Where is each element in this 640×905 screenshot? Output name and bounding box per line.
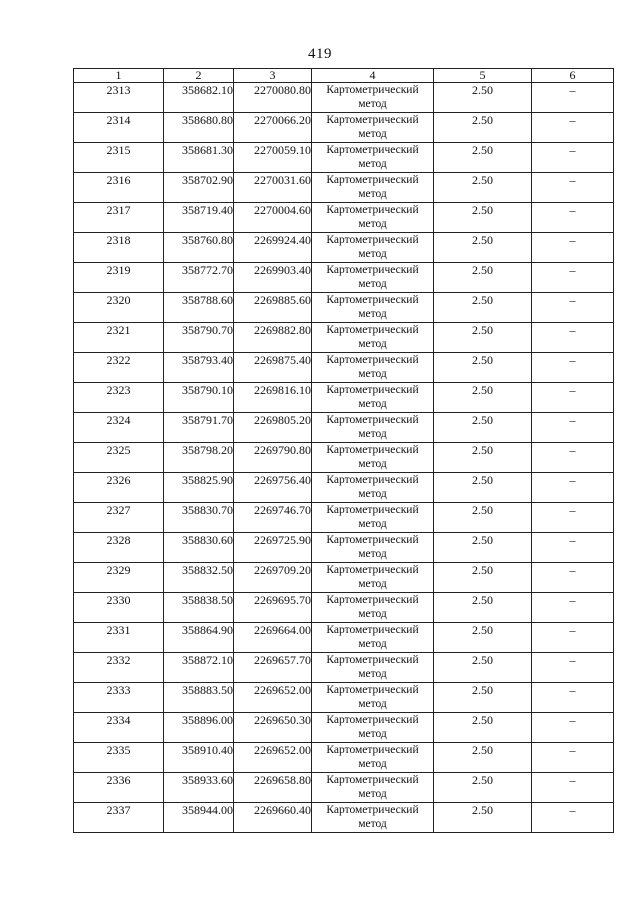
method-line-1: Картометрический bbox=[326, 204, 419, 216]
method-cell bbox=[312, 563, 434, 593]
coordinate-x: 358872.10 bbox=[164, 653, 234, 683]
method-line-2: метод bbox=[358, 128, 387, 140]
method-line-2: метод bbox=[358, 518, 387, 530]
method-line-1: Картометрический bbox=[326, 744, 419, 756]
coordinate-y: 2269650.30 bbox=[234, 713, 312, 743]
coordinate-x: 358680.80 bbox=[164, 113, 234, 143]
method-line-2: метод bbox=[358, 668, 387, 680]
method-line-2: метод bbox=[358, 458, 387, 470]
column-header: 3 bbox=[234, 69, 312, 83]
accuracy-value: 2.50 bbox=[434, 773, 532, 803]
point-number: 2319 bbox=[74, 263, 164, 293]
method-line-2: метод bbox=[358, 608, 387, 620]
note-dash: – bbox=[532, 233, 614, 263]
coordinate-x: 358790.70 bbox=[164, 323, 234, 353]
point-number: 2325 bbox=[74, 443, 164, 473]
point-number: 2335 bbox=[74, 743, 164, 773]
table-row bbox=[74, 263, 614, 293]
table-body bbox=[74, 83, 614, 833]
column-header: 2 bbox=[164, 69, 234, 83]
note-dash: – bbox=[532, 143, 614, 173]
coordinate-y: 2269882.80 bbox=[234, 323, 312, 353]
coordinate-x: 358910.40 bbox=[164, 743, 234, 773]
note-dash: – bbox=[532, 203, 614, 233]
note-dash: – bbox=[532, 413, 614, 443]
coordinate-y: 2269756.40 bbox=[234, 473, 312, 503]
point-number: 2332 bbox=[74, 653, 164, 683]
method-line-2: метод bbox=[358, 488, 387, 500]
point-number: 2329 bbox=[74, 563, 164, 593]
method-line-2: метод bbox=[358, 728, 387, 740]
coordinate-x: 358791.70 bbox=[164, 413, 234, 443]
note-dash: – bbox=[532, 743, 614, 773]
accuracy-value: 2.50 bbox=[434, 443, 532, 473]
method-cell bbox=[312, 113, 434, 143]
point-number: 2328 bbox=[74, 533, 164, 563]
table-row bbox=[74, 803, 614, 833]
accuracy-value: 2.50 bbox=[434, 473, 532, 503]
method-line-1: Картометрический bbox=[326, 234, 419, 246]
method-cell bbox=[312, 503, 434, 533]
method-line-2: метод bbox=[358, 98, 387, 110]
method-cell bbox=[312, 803, 434, 833]
point-number: 2318 bbox=[74, 233, 164, 263]
method-cell bbox=[312, 293, 434, 323]
method-cell bbox=[312, 263, 434, 293]
method-line-1: Картометрический bbox=[326, 174, 419, 186]
table-row bbox=[74, 173, 614, 203]
coordinate-y: 2270080.80 bbox=[234, 83, 312, 113]
accuracy-value: 2.50 bbox=[434, 263, 532, 293]
accuracy-value: 2.50 bbox=[434, 743, 532, 773]
coordinate-y: 2269652.00 bbox=[234, 683, 312, 713]
column-header: 4 bbox=[312, 69, 434, 83]
method-cell bbox=[312, 713, 434, 743]
method-line-2: метод bbox=[358, 338, 387, 350]
coordinate-x: 358933.60 bbox=[164, 773, 234, 803]
coordinates-table bbox=[73, 68, 614, 833]
note-dash: – bbox=[532, 353, 614, 383]
note-dash: – bbox=[532, 383, 614, 413]
method-line-1: Картометрический bbox=[326, 654, 419, 666]
accuracy-value: 2.50 bbox=[434, 503, 532, 533]
coordinate-x: 358825.90 bbox=[164, 473, 234, 503]
coordinate-x: 358830.70 bbox=[164, 503, 234, 533]
method-line-2: метод bbox=[358, 158, 387, 170]
method-line-1: Картометрический bbox=[326, 384, 419, 396]
coordinate-y: 2269664.00 bbox=[234, 623, 312, 653]
coordinate-y: 2269695.70 bbox=[234, 593, 312, 623]
note-dash: – bbox=[532, 683, 614, 713]
note-dash: – bbox=[532, 593, 614, 623]
method-line-2: метод bbox=[358, 278, 387, 290]
method-line-2: метод bbox=[358, 218, 387, 230]
note-dash: – bbox=[532, 83, 614, 113]
method-line-2: метод bbox=[358, 428, 387, 440]
accuracy-value: 2.50 bbox=[434, 113, 532, 143]
method-cell bbox=[312, 473, 434, 503]
method-cell bbox=[312, 443, 434, 473]
method-line-2: метод bbox=[358, 248, 387, 260]
point-number: 2316 bbox=[74, 173, 164, 203]
table-row bbox=[74, 83, 614, 113]
coordinate-y: 2269805.20 bbox=[234, 413, 312, 443]
accuracy-value: 2.50 bbox=[434, 83, 532, 113]
coordinate-y: 2269790.80 bbox=[234, 443, 312, 473]
note-dash: – bbox=[532, 173, 614, 203]
coordinate-x: 358838.50 bbox=[164, 593, 234, 623]
point-number: 2313 bbox=[74, 83, 164, 113]
coordinate-y: 2270059.10 bbox=[234, 143, 312, 173]
point-number: 2320 bbox=[74, 293, 164, 323]
point-number: 2330 bbox=[74, 593, 164, 623]
method-line-1: Картометрический bbox=[326, 474, 419, 486]
column-header: 6 bbox=[532, 69, 614, 83]
table-row bbox=[74, 743, 614, 773]
accuracy-value: 2.50 bbox=[434, 293, 532, 323]
coordinate-y: 2269652.00 bbox=[234, 743, 312, 773]
table-row bbox=[74, 383, 614, 413]
method-line-2: метод bbox=[358, 188, 387, 200]
table-row bbox=[74, 293, 614, 323]
coordinate-y: 2269816.10 bbox=[234, 383, 312, 413]
note-dash: – bbox=[532, 713, 614, 743]
point-number: 2314 bbox=[74, 113, 164, 143]
point-number: 2317 bbox=[74, 203, 164, 233]
table-row bbox=[74, 683, 614, 713]
coordinate-x: 358793.40 bbox=[164, 353, 234, 383]
coordinate-x: 358883.50 bbox=[164, 683, 234, 713]
coordinate-y: 2270004.60 bbox=[234, 203, 312, 233]
point-number: 2333 bbox=[74, 683, 164, 713]
method-line-2: метод bbox=[358, 578, 387, 590]
method-line-1: Картометрический bbox=[326, 264, 419, 276]
method-line-1: Картометрический bbox=[326, 804, 419, 816]
point-number: 2322 bbox=[74, 353, 164, 383]
note-dash: – bbox=[532, 653, 614, 683]
coordinate-y: 2269658.80 bbox=[234, 773, 312, 803]
table-row bbox=[74, 473, 614, 503]
accuracy-value: 2.50 bbox=[434, 173, 532, 203]
table-row bbox=[74, 143, 614, 173]
table-row bbox=[74, 563, 614, 593]
coordinate-x: 358790.10 bbox=[164, 383, 234, 413]
method-cell bbox=[312, 143, 434, 173]
method-line-1: Картометрический bbox=[326, 714, 419, 726]
method-cell bbox=[312, 533, 434, 563]
method-cell bbox=[312, 323, 434, 353]
table-row bbox=[74, 623, 614, 653]
accuracy-value: 2.50 bbox=[434, 563, 532, 593]
note-dash: – bbox=[532, 773, 614, 803]
table-row bbox=[74, 113, 614, 143]
method-line-1: Картометрический bbox=[326, 774, 419, 786]
method-cell bbox=[312, 623, 434, 653]
note-dash: – bbox=[532, 443, 614, 473]
table-row bbox=[74, 443, 614, 473]
coordinate-y: 2269924.40 bbox=[234, 233, 312, 263]
method-line-1: Картометрический bbox=[326, 504, 419, 516]
coordinate-x: 358788.60 bbox=[164, 293, 234, 323]
coordinate-x: 358719.40 bbox=[164, 203, 234, 233]
method-cell bbox=[312, 203, 434, 233]
coordinate-y: 2269885.60 bbox=[234, 293, 312, 323]
accuracy-value: 2.50 bbox=[434, 353, 532, 383]
table-row bbox=[74, 233, 614, 263]
point-number: 2321 bbox=[74, 323, 164, 353]
accuracy-value: 2.50 bbox=[434, 383, 532, 413]
table-row bbox=[74, 593, 614, 623]
table-row bbox=[74, 413, 614, 443]
method-line-1: Картометрический bbox=[326, 354, 419, 366]
point-number: 2337 bbox=[74, 803, 164, 833]
note-dash: – bbox=[532, 533, 614, 563]
coordinate-y: 2269709.20 bbox=[234, 563, 312, 593]
note-dash: – bbox=[532, 503, 614, 533]
table-row bbox=[74, 353, 614, 383]
coordinate-y: 2270031.60 bbox=[234, 173, 312, 203]
point-number: 2334 bbox=[74, 713, 164, 743]
method-line-2: метод bbox=[358, 368, 387, 380]
accuracy-value: 2.50 bbox=[434, 203, 532, 233]
accuracy-value: 2.50 bbox=[434, 143, 532, 173]
method-line-1: Картометрический bbox=[326, 594, 419, 606]
note-dash: – bbox=[532, 113, 614, 143]
coordinate-x: 358702.90 bbox=[164, 173, 234, 203]
method-line-1: Картометрический bbox=[326, 534, 419, 546]
table-row bbox=[74, 203, 614, 233]
page-number: 419 bbox=[308, 46, 332, 62]
method-line-2: метод bbox=[358, 398, 387, 410]
method-line-1: Картометрический bbox=[326, 84, 419, 96]
point-number: 2327 bbox=[74, 503, 164, 533]
method-cell bbox=[312, 353, 434, 383]
method-cell bbox=[312, 383, 434, 413]
method-line-1: Картометрический bbox=[326, 414, 419, 426]
note-dash: – bbox=[532, 323, 614, 353]
point-number: 2323 bbox=[74, 383, 164, 413]
coordinate-x: 358682.10 bbox=[164, 83, 234, 113]
method-cell bbox=[312, 413, 434, 443]
method-cell bbox=[312, 683, 434, 713]
note-dash: – bbox=[532, 473, 614, 503]
table-row bbox=[74, 533, 614, 563]
coordinate-y: 2269903.40 bbox=[234, 263, 312, 293]
method-line-2: метод bbox=[358, 758, 387, 770]
coordinate-x: 358896.00 bbox=[164, 713, 234, 743]
method-line-2: метод bbox=[358, 788, 387, 800]
accuracy-value: 2.50 bbox=[434, 683, 532, 713]
point-number: 2331 bbox=[74, 623, 164, 653]
coordinate-x: 358760.80 bbox=[164, 233, 234, 263]
coordinate-y: 2270066.20 bbox=[234, 113, 312, 143]
coordinate-x: 358832.50 bbox=[164, 563, 234, 593]
method-cell bbox=[312, 593, 434, 623]
accuracy-value: 2.50 bbox=[434, 803, 532, 833]
coordinate-y: 2269657.70 bbox=[234, 653, 312, 683]
point-number: 2324 bbox=[74, 413, 164, 443]
method-line-1: Картометрический bbox=[326, 564, 419, 576]
table-row bbox=[74, 323, 614, 353]
coordinate-y: 2269725.90 bbox=[234, 533, 312, 563]
table-row bbox=[74, 713, 614, 743]
coordinate-y: 2269746.70 bbox=[234, 503, 312, 533]
accuracy-value: 2.50 bbox=[434, 653, 532, 683]
accuracy-value: 2.50 bbox=[434, 593, 532, 623]
method-cell bbox=[312, 653, 434, 683]
coordinate-x: 358681.30 bbox=[164, 143, 234, 173]
point-number: 2326 bbox=[74, 473, 164, 503]
method-line-2: метод bbox=[358, 548, 387, 560]
method-cell bbox=[312, 83, 434, 113]
note-dash: – bbox=[532, 293, 614, 323]
method-line-2: метод bbox=[358, 308, 387, 320]
coordinate-y: 2269875.40 bbox=[234, 353, 312, 383]
table-row bbox=[74, 773, 614, 803]
note-dash: – bbox=[532, 563, 614, 593]
accuracy-value: 2.50 bbox=[434, 533, 532, 563]
point-number: 2336 bbox=[74, 773, 164, 803]
method-cell bbox=[312, 743, 434, 773]
method-line-2: метод bbox=[358, 698, 387, 710]
method-line-1: Картометрический bbox=[326, 114, 419, 126]
coordinate-y: 2269660.40 bbox=[234, 803, 312, 833]
point-number: 2315 bbox=[74, 143, 164, 173]
method-line-1: Картометрический bbox=[326, 444, 419, 456]
accuracy-value: 2.50 bbox=[434, 323, 532, 353]
method-line-2: метод bbox=[358, 638, 387, 650]
accuracy-value: 2.50 bbox=[434, 713, 532, 743]
accuracy-value: 2.50 bbox=[434, 413, 532, 443]
coordinate-x: 358772.70 bbox=[164, 263, 234, 293]
method-line-1: Картометрический bbox=[326, 294, 419, 306]
note-dash: – bbox=[532, 263, 614, 293]
column-header: 1 bbox=[74, 69, 164, 83]
method-line-1: Картометрический bbox=[326, 324, 419, 336]
method-cell bbox=[312, 173, 434, 203]
table-row bbox=[74, 503, 614, 533]
method-line-1: Картометрический bbox=[326, 144, 419, 156]
coordinate-x: 358830.60 bbox=[164, 533, 234, 563]
table-header-row bbox=[74, 69, 614, 83]
method-line-1: Картометрический bbox=[326, 624, 419, 636]
accuracy-value: 2.50 bbox=[434, 233, 532, 263]
column-header: 5 bbox=[434, 69, 532, 83]
table-row bbox=[74, 653, 614, 683]
note-dash: – bbox=[532, 623, 614, 653]
coordinate-x: 358864.90 bbox=[164, 623, 234, 653]
note-dash: – bbox=[532, 803, 614, 833]
method-cell bbox=[312, 773, 434, 803]
method-line-1: Картометрический bbox=[326, 684, 419, 696]
method-line-2: метод bbox=[358, 818, 387, 830]
method-cell bbox=[312, 233, 434, 263]
coordinate-x: 358944.00 bbox=[164, 803, 234, 833]
coordinate-x: 358798.20 bbox=[164, 443, 234, 473]
accuracy-value: 2.50 bbox=[434, 623, 532, 653]
